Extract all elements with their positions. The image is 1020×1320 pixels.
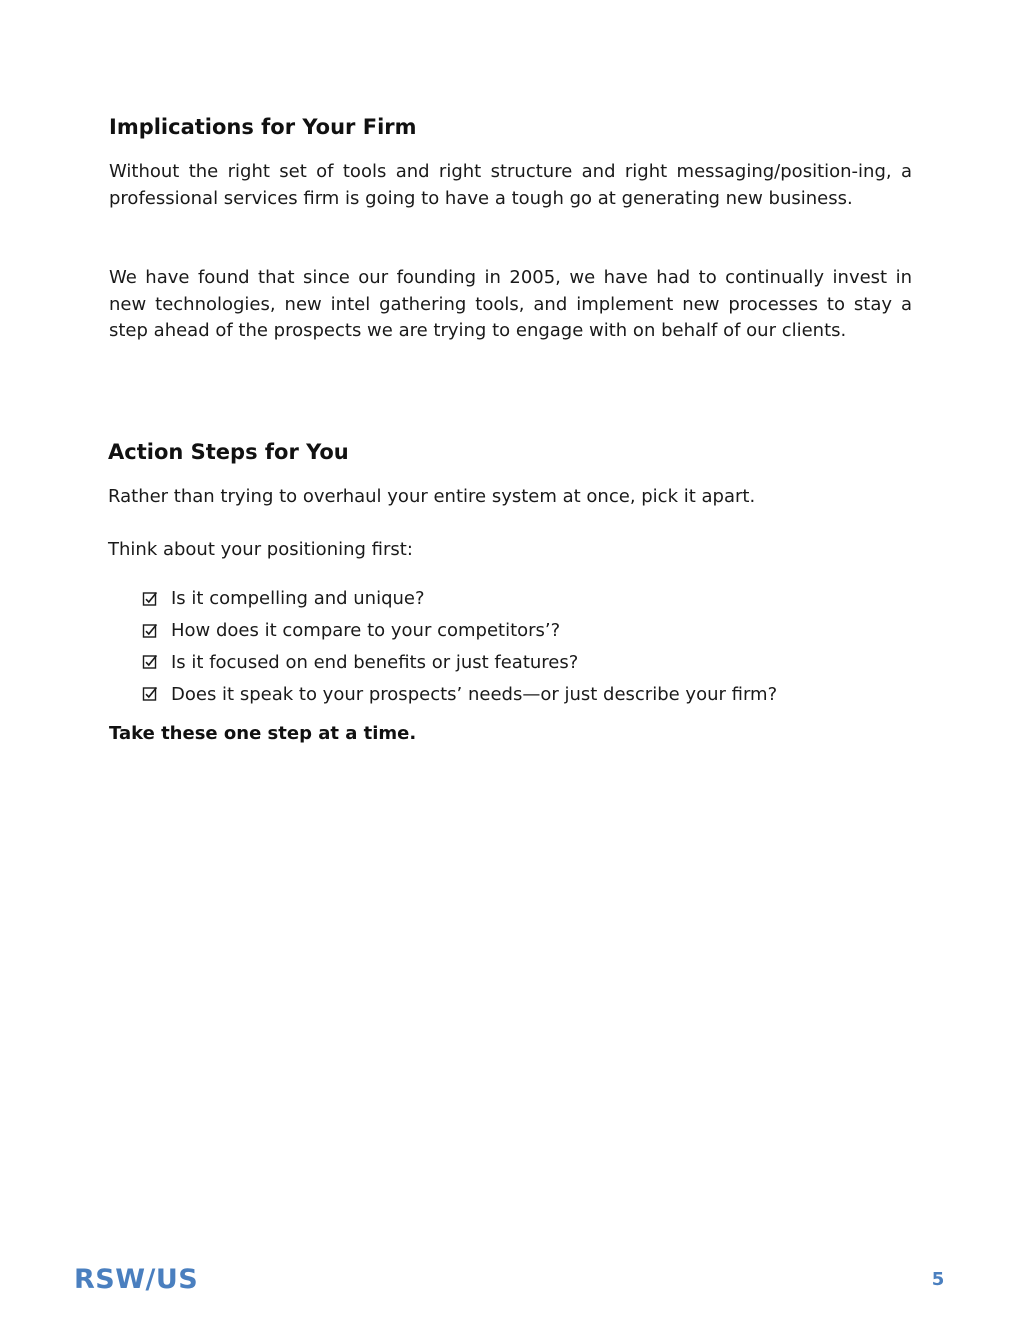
checklist-item-text: Is it focused on end benefits or just features? <box>171 651 579 673</box>
paragraph-overhaul: Rather than trying to overhaul your entire system at once, pick it apart. <box>108 486 756 507</box>
checkbox-checked-icon <box>142 686 158 702</box>
page-number: 5 <box>931 1269 945 1290</box>
checkbox-checked-icon <box>142 654 158 670</box>
rswus-logo: RSW/US <box>74 1264 199 1295</box>
checklist-item <box>142 615 777 647</box>
checkbox-checked-icon <box>142 623 158 639</box>
checklist-item <box>142 678 777 710</box>
section-heading-implications: Implications for Your Firm <box>109 115 417 139</box>
section-heading-action-steps: Action Steps for You <box>108 440 349 464</box>
checklist-item-text: Is it compelling and unique? <box>171 588 425 610</box>
paragraph-positioning-lead-in: Think about your positioning first: <box>108 539 413 560</box>
checklist-item-text: Does it speak to your prospects’ needs—or just describe your firm? <box>171 683 778 705</box>
checklist-item <box>142 647 777 679</box>
checklist-item-text: How does it compare to your competitors’? <box>171 620 561 642</box>
checklist-item <box>142 583 777 615</box>
checkbox-checked-icon <box>142 591 158 607</box>
paragraph-since-founding: We have found that since our founding in 2005, we have had to continually invest in new technologies, new intel gathering tools, and implement new processes to stay a step ahead of the prospects we are trying to engage with on behalf of our clients. <box>109 267 912 342</box>
closing-statement: Take these one step at a time. <box>109 723 417 744</box>
positioning-checklist <box>142 583 777 710</box>
paragraph-tools-structure: Without the right set of tools and right structure and right messaging/position-ing, a professional services firm is going to have a tough go at generating new business. <box>109 161 912 209</box>
